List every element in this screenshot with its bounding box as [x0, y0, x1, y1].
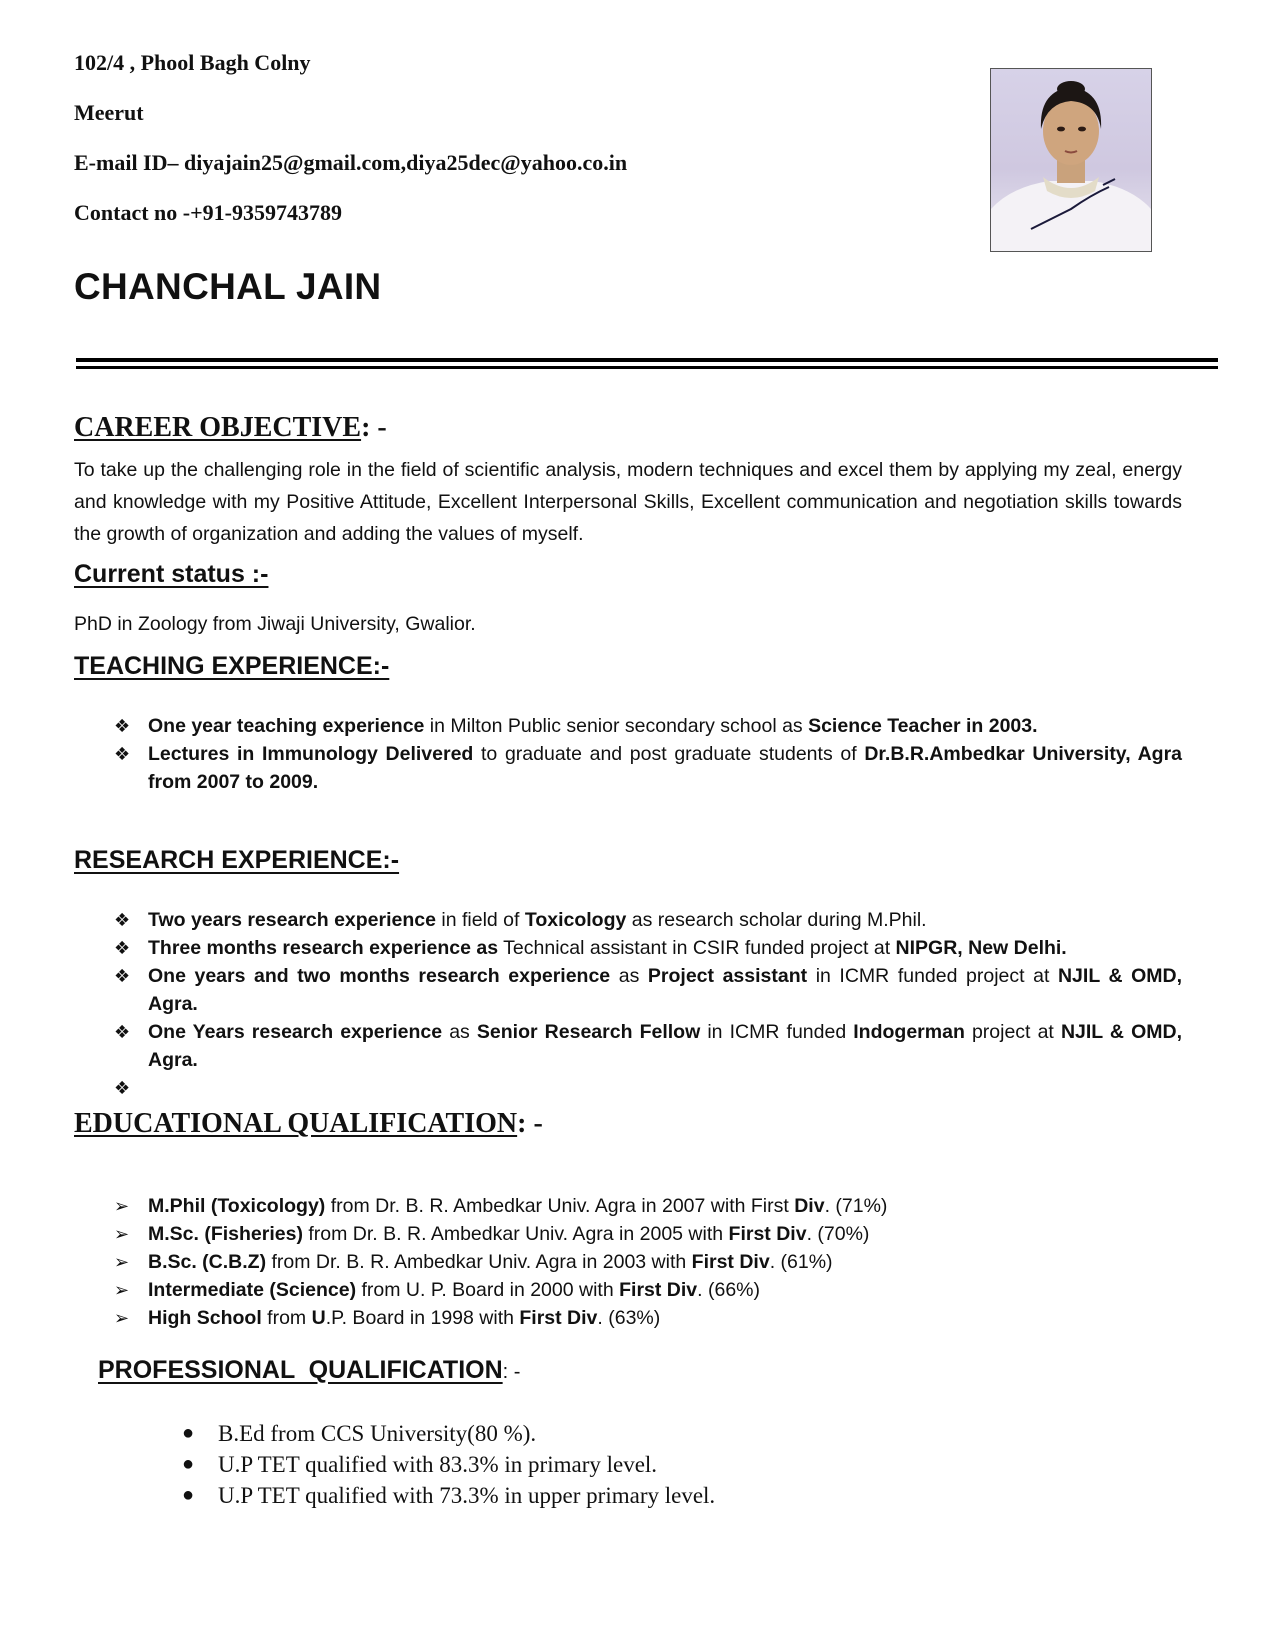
list-item	[182, 1418, 1118, 1449]
item-bold-1: Intermediate (Science)	[148, 1279, 357, 1301]
item-text-3: project at	[964, 1021, 1061, 1043]
list-item	[114, 1220, 1182, 1248]
item-bold-2: First Div	[691, 1251, 770, 1273]
item-bold-2: Science Teacher in 2003.	[808, 715, 1038, 737]
dot-bullet-icon: ●	[182, 1422, 195, 1444]
list-item	[114, 740, 1182, 796]
item-text-1: from	[261, 1307, 312, 1329]
education-title: EDUCATIONAL QUALIFICATION	[74, 1108, 518, 1139]
diamond-bullet-icon: ❖	[114, 1078, 131, 1098]
list-item	[114, 1276, 1182, 1304]
item-text-1: from Dr. B. R. Ambedkar Univ. Agra in 2005 with	[302, 1223, 729, 1245]
dot-bullet-icon: ●	[182, 1484, 195, 1506]
teaching-list	[114, 712, 1182, 796]
item-bold-1: M.Phil (Toxicology)	[148, 1195, 326, 1217]
item-text-1: Technical assistant in CSIR funded project at	[498, 937, 896, 959]
item-text-1: from U. P. Board in 2000 with	[356, 1279, 620, 1301]
career-objective-suffix: : -	[361, 412, 387, 443]
item-bold-1: Two years research experience	[148, 909, 436, 931]
diamond-bullet-icon: ❖	[114, 716, 131, 736]
item-text-2: . (70%)	[806, 1223, 870, 1245]
research-heading	[74, 846, 399, 875]
list-item	[114, 712, 1182, 740]
list-item	[114, 1074, 1182, 1102]
item-bold-1: Three months research experience as	[148, 937, 499, 959]
current-status-heading	[74, 560, 268, 589]
item-bold-2: U	[311, 1307, 326, 1329]
education-heading	[74, 1108, 543, 1140]
item-text-2: . (71%)	[824, 1195, 888, 1217]
list-item	[114, 906, 1182, 934]
education-list	[114, 1192, 1182, 1332]
current-status-text: PhD in Zoology from Jiwaji University, Gwalior.	[74, 613, 476, 635]
career-objective-heading	[74, 412, 387, 444]
item-bold-3: NJIL & OMD, Agra.	[148, 965, 1182, 1015]
item-text-3: . (63%)	[597, 1307, 661, 1329]
professional-title: PROFESSIONAL QUALIFICATION	[98, 1356, 503, 1384]
header-divider-top	[76, 358, 1218, 362]
arrow-bullet-icon: ➢	[114, 1308, 130, 1328]
item-bold-2: NIPGR, New Delhi.	[895, 937, 1067, 959]
list-item	[114, 1248, 1182, 1276]
portrait-illustration	[991, 69, 1151, 251]
item-bold-2: Senior Research Fellow	[476, 1021, 701, 1043]
education-suffix: : -	[517, 1108, 543, 1139]
candidate-name: CHANCHAL JAIN	[74, 266, 382, 307]
item-bold-2: First Div	[728, 1223, 807, 1245]
dot-bullet-icon: ●	[182, 1453, 195, 1475]
list-item	[182, 1480, 1118, 1511]
arrow-bullet-icon: ➢	[114, 1280, 130, 1300]
list-item	[114, 934, 1182, 962]
item-text-1: in Milton Public senior secondary school as	[424, 715, 809, 737]
item-bold-3: First Div	[519, 1307, 598, 1329]
item-bold-2: Div	[794, 1195, 825, 1217]
item-text-1: from Dr. B. R. Ambedkar Univ. Agra in 2003 with	[266, 1251, 692, 1273]
item-text-2: in ICMR funded project at	[807, 965, 1058, 987]
item-text: U.P TET qualified with 73.3% in upper primary level.	[218, 1483, 716, 1508]
arrow-bullet-icon: ➢	[114, 1224, 130, 1244]
diamond-bullet-icon: ❖	[114, 966, 131, 986]
diamond-bullet-icon: ❖	[114, 744, 131, 764]
professional-heading	[98, 1356, 520, 1385]
item-text-1: to graduate and post graduate students of	[473, 743, 865, 765]
item-text: U.P TET qualified with 83.3% in primary level.	[218, 1452, 658, 1477]
teaching-title: TEACHING EXPERIENCE:-	[74, 652, 390, 680]
professional-suffix: : -	[502, 1361, 521, 1383]
item-bold-1: Lectures in Immunology Delivered	[148, 743, 474, 765]
diamond-bullet-icon: ❖	[114, 1022, 131, 1042]
header-divider-bottom	[76, 366, 1218, 369]
email-line: E-mail ID– diyajain25@gmail.com,diya25dec@yahoo.co.in	[74, 150, 628, 175]
item-text-1: from Dr. B. R. Ambedkar Univ. Agra in 2007 with First	[325, 1195, 795, 1217]
item-text-2: .P. Board in 1998 with	[325, 1307, 520, 1329]
item-text-2: . (61%)	[769, 1251, 833, 1273]
item-bold-2: First Div	[619, 1279, 698, 1301]
diamond-bullet-icon: ❖	[114, 910, 131, 930]
item-text: B.Ed from CCS University(80 %).	[218, 1421, 537, 1446]
item-bold-2: Toxicology	[524, 909, 627, 931]
list-item	[114, 962, 1182, 1018]
arrow-bullet-icon: ➢	[114, 1252, 130, 1272]
item-bold-1: One Years research experience	[148, 1021, 443, 1043]
diamond-bullet-icon: ❖	[114, 938, 131, 958]
list-item	[114, 1304, 1182, 1332]
current-status-title: Current status :-	[74, 560, 269, 588]
item-bold-1: B.Sc. (C.B.Z)	[148, 1251, 267, 1273]
item-text-1: as	[442, 1021, 477, 1043]
item-bold-1: One year teaching experience	[148, 715, 425, 737]
item-text-2: . (66%)	[697, 1279, 760, 1301]
list-item	[182, 1449, 1118, 1480]
arrow-bullet-icon: ➢	[114, 1196, 130, 1216]
teaching-heading	[74, 652, 389, 681]
item-text-1: in field of	[435, 909, 525, 931]
professional-list	[182, 1418, 1118, 1511]
item-text-2: in ICMR funded	[700, 1021, 854, 1043]
item-text-2: as research scholar during M.Phil.	[626, 909, 927, 931]
address-line-2: Meerut	[74, 100, 144, 125]
item-bold-4: NJIL & OMD, Agra.	[148, 1021, 1183, 1071]
phone-line: Contact no -+91-9359743789	[74, 200, 342, 225]
item-text-1: as	[610, 965, 648, 987]
list-item	[114, 1018, 1183, 1074]
address-line-1: 102/4 , Phool Bagh Colny	[74, 50, 311, 75]
item-bold-2: Dr.B.R.Ambedkar University, Agra from 2007 to 2009.	[148, 743, 1182, 793]
list-item	[114, 1192, 1182, 1220]
item-bold-1: High School	[148, 1307, 262, 1329]
item-bold-2: Project assistant	[647, 965, 808, 987]
career-objective-text: To take up the challenging role in the field of scientific analysis, modern techniques and excel them by applying my zeal, energy and knowledge with my Positive Attitude, Excellent Interpersonal Skills, Excellent communication and negotiation skills towards the growth of organization and adding the values of myself.	[74, 459, 1182, 545]
research-title: RESEARCH EXPERIENCE:-	[74, 846, 400, 874]
research-list	[114, 906, 1183, 1102]
career-objective-title: CAREER OBJECTIVE	[74, 412, 362, 443]
item-bold-3: Indogerman	[853, 1021, 965, 1043]
item-bold-1: M.Sc. (Fisheries)	[148, 1223, 303, 1245]
item-bold-1: One years and two months research experience	[148, 965, 611, 987]
profile-photo	[990, 68, 1152, 252]
